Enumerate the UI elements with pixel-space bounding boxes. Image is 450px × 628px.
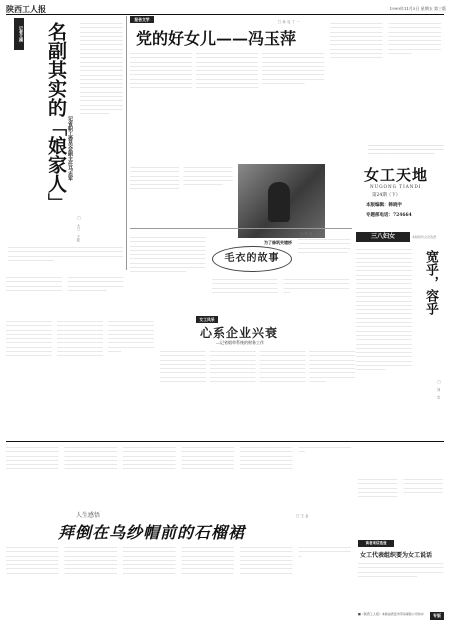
mid-story-body: ＿＿＿＿＿＿＿＿＿＿＿＿＿＿＿＿＿＿＿＿＿＿＿＿＿＿＿＿＿＿＿＿＿＿＿＿＿＿＿＿＿＿＿＿＿＿＿＿＿＿＿＿＿＿＿＿＿＿＿＿＿＿＿＿＿＿＿＿＿＿＿＿＿＿＿＿＿＿＿＿＿＿＿＿＿＿＿＿＿＿＿＿＿＿＿＿＿＿＿＿＿＿＿＿＿＿＿＿＿＿＿＿＿＿＿＿＿＿＿＿＿＿＿＿＿＿＿＿＿＿＿＿＿＿＿＿＿＿＿＿＿＿＿＿＿＿＿＿＿＿＿＿＿＿＿＿＿＿＿＿＿＿＿＿＿＿＿＿＿＿＿＿＿＿＿＿＿＿＿＿＿＿＿＿＿＿＿＿＿＿＿＿＿＿＿＿＿＿＿＿＿＿＿＿＿＿＿＿＿＿＿＿＿＿＿＿＿＿＿＿＿＿＿＿＿＿＿＿＿＿＿＿＿＿＿＿＿＿＿＿＿＿＿＿＿＿＿＿＿＿＿＿＿＿＿＿＿＿＿＿＿＿＿＿＿＿＿＿＿＿＿＿＿＿＿＿＿＿＿＿＿＿＿＿＿＿＿＿＿＿＿＿＿＿＿＿＿＿＿＿＿＿＿＿＿＿＿＿＿＿＿＿＿＿＿＿＿＿＿＿＿＿＿＿＿＿＿＿＿＿＿＿＿＿＿＿＿＿＿＿＿＿＿＿＿＿＿＿＿＿＿＿＿＿＿＿＿＿＿＿＿＿＿＿＿＿＿＿＿＿＿＿＿＿＿＿＿＿＿＿＿＿＿＿＿＿＿＿＿＿＿＿＿＿＿＿＿＿＿＿＿＿＿＿＿＿＿＿＿＿＿＿＿＿＿＿＿＿＿＿＿＿＿＿＿＿＿＿＿＿＿＿＿＿＿＿＿＿＿ (160, 348, 356, 383)
left-story (6, 16, 124, 270)
essay-body-top-right: ＿＿＿＿＿＿＿＿＿＿＿＿＿＿＿＿＿＿＿＿＿＿＿＿＿＿＿＿＿＿＿＿＿＿＿＿＿＿＿＿＿＿＿＿＿＿＿＿＿＿＿＿＿＿＿＿＿＿＿＿＿＿＿ (298, 236, 351, 253)
left-story-byline: □ 大兰 王松 (77, 216, 81, 242)
center-story-body: ＿＿＿＿＿＿＿＿＿＿＿＿＿＿＿＿＿＿＿＿＿＿＿＿＿＿＿＿＿＿＿＿＿＿＿＿＿＿＿＿＿＿＿＿＿＿＿＿＿＿＿＿＿＿＿＿＿＿＿＿＿＿＿＿＿＿＿＿＿＿＿＿＿＿＿＿＿＿＿＿＿＿＿＿＿＿＿＿＿＿＿＿＿＿＿＿＿＿＿＿＿＿＿＿＿＿＿＿＿＿＿＿＿＿＿＿＿＿＿＿＿＿＿＿＿＿＿＿＿＿＿＿＿＿＿＿＿＿＿＿＿＿＿＿＿＿＿＿＿＿＿＿＿＿＿＿＿＿＿＿＿＿＿＿＿＿＿＿＿＿＿＿＿＿＿＿＿＿＿＿＿＿＿＿＿＿＿＿＿＿＿＿＿＿＿＿＿＿＿＿＿＿＿＿＿＿＿＿＿＿＿＿＿＿＿＿＿＿＿＿＿＿＿＿＿＿＿＿＿＿＿＿＿＿＿＿＿＿＿＿＿＿＿＿＿＿＿＿＿＿＿＿＿＿＿＿＿＿＿＿＿＿＿＿＿＿＿＿＿＿＿＿＿＿＿＿＿＿＿＿＿＿＿＿＿＿＿＿＿＿＿＿＿＿＿＿＿＿＿＿＿＿＿＿＿＿＿＿＿＿＿＿＿＿＿＿＿＿＿＿＿＿＿＿＿＿＿＿＿＿＿＿＿＿＿＿＿＿＿＿＿＿＿＿＿＿＿＿＿＿＿＿＿＿＿＿＿＿＿＿＿＿＿＿＿＿＿＿＿＿＿＿＿＿＿＿＿＿＿＿＿＿＿＿＿＿＿＿＿＿＿＿＿＿＿＿＿＿＿＿＿＿＿＿＿＿＿＿＿＿＿＿＿＿＿＿＿＿＿＿＿＿＿＿＿＿＿＿＿＿＿＿＿＿＿＿＿＿＿＿＿＿＿＿＿＿＿＿＿＿＿＿＿＿＿＿＿＿＿＿＿＿＿＿＿＿＿＿＿＿＿＿＿＿＿＿＿＿＿＿＿＿＿＿＿＿＿＿ (130, 50, 325, 89)
bottom-story-headline: 拜倒在乌纱帽前的石榴裙 (58, 523, 246, 542)
bottom-section-rule (6, 441, 444, 442)
bottom-story-byline: □ 王 金 (296, 514, 309, 518)
section-title: 女工天地 (364, 166, 429, 184)
sanba-subtag: 本版特约文章选登 (412, 235, 437, 239)
right-top-body: ＿＿＿＿＿＿＿＿＿＿＿＿＿＿＿＿＿＿＿＿＿＿＿＿＿＿＿＿＿＿＿＿＿＿＿＿＿＿＿＿＿＿＿＿＿＿＿＿＿＿＿＿＿＿＿＿＿＿＿＿＿＿＿＿＿＿＿＿＿＿＿＿＿＿＿＿＿＿＿＿＿＿＿＿＿＿＿＿＿＿＿＿＿＿＿＿＿＿＿＿＿＿＿＿＿＿＿＿＿＿＿＿＿＿＿＿＿＿＿＿＿＿＿＿＿＿＿＿＿＿＿＿＿＿＿＿＿＿＿＿＿＿＿＿＿＿＿＿＿＿＿＿＿＿＿＿＿＿＿＿＿＿＿＿＿＿＿＿＿＿＿＿＿＿＿＿＿＿＿＿＿＿＿＿＿＿＿＿＿＿＿＿＿＿＿＿＿＿＿＿＿＿＿＿＿＿＿＿＿＿＿＿＿＿＿＿＿＿＿＿＿＿＿＿＿＿＿＿＿＿＿＿＿＿＿＿＿＿＿＿＿＿＿＿＿＿＿＿＿＿＿＿＿＿＿＿＿＿＿＿＿＿＿ (330, 20, 442, 59)
mid-story-subhead: —记省烟草系统的财务工作 (216, 340, 264, 345)
section-pinyin: NUGONG TIANDI (370, 184, 422, 189)
essay-byline: □ 若 茗 (300, 232, 313, 236)
mid-story-headline: 心系企业兴衰 (200, 326, 279, 340)
bottom-story-body: ＿＿＿＿＿＿＿＿＿＿＿＿＿＿＿＿＿＿＿＿＿＿＿＿＿＿＿＿＿＿＿＿＿＿＿＿＿＿＿＿＿＿＿＿＿＿＿＿＿＿＿＿＿＿＿＿＿＿＿＿＿＿＿＿＿＿＿＿＿＿＿＿＿＿＿＿＿＿＿＿＿＿＿＿＿＿＿＿＿＿＿＿＿＿＿＿＿＿＿＿＿＿＿＿＿＿＿＿＿＿＿＿＿＿＿＿＿＿＿＿＿＿＿＿＿＿＿＿＿＿＿＿＿＿＿＿＿＿＿＿＿＿＿＿＿＿＿＿＿＿＿＿＿＿＿＿＿＿＿＿＿＿＿＿＿＿＿＿＿＿＿＿＿＿＿＿＿＿＿＿＿＿＿＿＿＿＿＿＿＿＿＿＿＿＿＿＿＿＿＿＿＿＿＿＿＿＿＿＿＿＿＿＿＿＿＿＿＿＿＿＿＿＿＿＿＿＿＿＿＿＿＿＿＿＿＿＿＿＿＿＿＿＿＿＿＿＿＿＿＿＿＿＿＿＿＿＿＿＿＿＿＿＿＿＿＿＿＿＿＿＿＿＿＿＿＿＿＿＿＿＿＿＿＿＿＿＿＿＿＿＿＿＿＿＿＿＿＿＿＿＿＿＿＿＿＿＿＿＿＿＿＿＿＿＿＿＿＿＿＿＿＿＿＿＿＿＿＿＿＿＿＿＿＿＿＿＿＿＿＿＿＿＿＿＿＿＿＿＿＿＿＿＿＿＿＿＿＿＿＿＿＿＿＿＿＿＿＿＿＿＿＿＿＿＿＿＿＿＿＿＿＿＿＿＿＿＿＿＿＿＿＿＿＿＿＿＿＿＿＿＿＿＿＿＿＿＿＿＿＿＿＿＿＿＿＿＿＿＿＿＿＿＿＿＿＿＿＿＿＿＿＿＿＿＿＿＿＿＿＿＿＿＿＿＿＿＿＿＿＿＿＿＿＿＿＿＿＿＿＿＿＿＿＿＿＿＿＿＿＿＿＿＿＿＿＿＿＿＿＿＿＿＿＿＿＿＿＿＿＿＿＿＿＿＿＿＿＿＿＿＿＿＿＿＿＿＿＿＿＿＿＿＿＿＿＿＿＿＿＿＿＿＿＿＿＿＿＿＿＿＿＿＿＿＿＿＿＿＿＿＿＿＿＿＿＿＿＿＿＿＿＿＿＿＿＿＿＿＿＿＿＿＿＿＿＿＿＿＿＿＿＿＿＿＿＿＿＿＿＿＿＿＿＿＿＿＿＿＿＿＿＿＿ (6, 544, 352, 574)
bottom-right-headline: 女工代表组织要为女工说话 (360, 552, 433, 559)
essay-body-right: ＿＿＿＿＿＿＿＿＿＿＿＿＿＿＿＿＿＿＿＿＿＿＿＿＿＿＿＿＿＿＿＿＿＿＿＿＿＿＿＿＿＿＿＿＿＿＿＿＿＿＿＿＿＿＿＿＿＿＿＿＿＿＿＿＿＿＿＿＿＿＿＿＿＿＿＿＿＿＿＿＿＿＿＿＿＿＿＿＿＿＿＿＿＿＿＿＿＿＿＿＿＿＿＿＿＿＿＿＿＿＿＿＿＿＿＿＿＿＿＿＿＿＿＿＿＿＿＿＿＿＿＿＿＿＿＿＿＿＿＿＿＿ (212, 276, 350, 293)
essay-body-left: ＿＿＿＿＿＿＿＿＿＿＿＿＿＿＿＿＿＿＿＿＿＿＿＿＿＿＿＿＿＿＿＿＿＿＿＿＿＿＿＿＿＿＿＿＿＿＿＿＿＿＿＿＿＿＿＿＿＿＿＿＿＿＿＿＿＿＿＿＿＿＿＿＿＿＿＿＿＿＿＿＿＿＿＿＿＿＿＿＿＿＿＿＿＿＿＿＿＿＿＿＿＿＿＿＿＿＿＿＿＿＿＿＿＿＿＿＿＿＿＿＿＿＿＿＿＿＿＿＿＿＿＿＿＿＿＿＿＿＿＿＿＿＿＿＿＿＿＿＿＿＿＿＿＿＿＿＿＿＿＿＿＿＿＿＿＿＿＿＿＿＿＿＿＿＿＿＿＿＿＿＿＿＿＿＿＿＿＿＿＿＿＿＿＿＿＿＿＿＿＿＿ (130, 234, 206, 273)
photo-caption: 为了修筑夹塘桥 (264, 240, 292, 245)
footer-note: ■《陕西工人报》本版由西安市劳动保险公司协办 (358, 612, 424, 616)
left-story-headline: 名副其实的「娘家人」 (45, 22, 67, 212)
footer-tag: 专版 (430, 612, 444, 620)
masthead (6, 4, 446, 14)
mid-story-tag: 女工风采 (196, 316, 218, 323)
editor-line: 本版编辑：韩晓宇 (366, 203, 402, 208)
essay-title-badge: 毛衣的故事 (212, 246, 292, 272)
sanba-section (356, 232, 446, 472)
essay-top-rule (130, 228, 352, 229)
bottom-right-section (358, 540, 446, 604)
masthead-rule (6, 14, 444, 15)
center-story-tag: 报告文学 (130, 16, 154, 23)
bottom-story-tag: 人生感悟 (76, 512, 101, 519)
date-line: 1999年11月5日 星期五 第三版 (389, 6, 446, 11)
bottom-story-body-top: ＿＿＿＿＿＿＿＿＿＿＿＿＿＿＿＿＿＿＿＿＿＿＿＿＿＿＿＿＿＿＿＿＿＿＿＿＿＿＿＿＿＿＿＿＿＿＿＿＿＿＿＿＿＿＿＿＿＿＿＿＿＿＿＿＿＿＿＿＿＿＿＿＿＿＿＿＿＿＿＿＿＿＿＿＿＿＿＿＿＿＿＿＿＿＿＿＿＿＿＿＿＿＿＿＿＿＿＿＿＿＿＿＿＿＿＿＿＿＿＿＿＿＿＿＿＿＿＿＿＿＿＿＿＿＿＿＿＿＿＿＿＿＿＿＿＿＿＿＿＿＿＿＿＿＿＿＿＿＿＿＿＿＿＿＿＿＿＿＿＿＿＿＿＿＿＿＿＿＿＿＿＿＿＿＿＿＿＿＿＿＿＿＿＿＿＿＿＿＿＿＿＿＿＿＿＿＿＿＿＿＿＿＿＿＿＿＿＿＿＿＿＿＿＿＿＿＿＿＿＿＿＿＿＿＿＿＿＿＿＿＿＿＿＿＿＿＿＿＿＿＿＿＿＿＿＿＿＿＿＿＿＿＿＿＿＿＿＿＿＿＿＿＿＿＿＿＿＿＿＿＿＿＿＿＿＿＿＿＿＿＿＿＿＿＿＿＿＿＿＿＿＿＿＿＿＿＿＿＿＿＿＿＿＿＿＿＿＿＿＿＿＿＿＿＿＿＿＿＿＿＿＿＿＿＿＿＿＿＿＿＿＿＿＿＿＿＿＿＿＿＿＿＿＿＿＿＿＿＿＿＿＿＿＿＿＿＿＿＿＿＿＿＿＿＿＿＿＿＿＿＿＿＿＿＿＿＿＿＿＿＿＿＿＿＿＿＿＿＿＿＿＿＿＿＿＿＿＿＿＿＿＿＿＿＿＿＿＿＿＿＿＿＿＿＿＿＿＿＿＿＿＿＿＿＿＿＿＿＿＿＿＿＿＿＿＿＿＿＿＿＿＿＿＿＿＿＿＿＿＿＿＿＿＿＿＿＿＿＿＿＿＿＿＿＿＿＿＿＿＿＿＿＿＿＿＿＿＿＿＿＿＿＿＿＿＿＿＿ (6, 444, 352, 470)
center-story-photo (238, 164, 325, 238)
phone-line: 专题部电话：724664 (366, 213, 412, 218)
right-top-note: ＿＿＿＿＿＿＿＿＿＿＿＿＿＿＿＿＿＿＿＿＿＿＿＿＿＿＿＿＿＿＿＿＿＿＿＿＿＿＿＿＿＿＿＿＿＿＿＿＿＿＿＿＿＿＿＿＿＿＿＿＿＿＿＿＿＿ (368, 142, 444, 155)
bottom-right-body: ＿＿＿＿＿＿＿＿＿＿＿＿＿＿＿＿＿＿＿＿＿＿＿＿＿＿＿＿＿＿＿＿＿＿＿＿＿＿＿＿＿＿＿＿＿＿＿＿＿＿＿＿＿＿＿＿＿＿＿＿＿＿＿＿＿＿＿＿＿＿＿＿＿＿＿＿＿＿＿＿＿＿＿＿＿＿＿＿＿＿＿＿＿＿＿＿ (358, 560, 444, 577)
essay-section (130, 228, 352, 312)
sanba-headline: 宽乎，容乎 (423, 250, 438, 315)
center-story-body-lower: ＿＿＿＿＿＿＿＿＿＿＿＿＿＿＿＿＿＿＿＿＿＿＿＿＿＿＿＿＿＿＿＿＿＿＿＿＿＿＿＿＿＿＿＿＿＿＿＿＿＿＿＿＿＿＿＿＿＿＿＿＿＿＿＿＿＿＿＿＿＿＿＿＿＿＿＿＿＿＿＿＿＿＿＿＿＿＿＿＿＿＿＿＿＿＿＿＿＿＿＿＿＿＿＿＿＿＿＿＿＿＿＿＿＿＿＿＿＿＿＿＿＿＿＿＿＿＿＿＿＿＿＿＿＿＿＿＿＿＿＿＿＿＿＿＿＿＿＿＿＿＿＿＿＿＿＿＿＿＿＿＿＿ (130, 164, 233, 190)
center-story-headline: 党的好女儿——冯玉萍 (136, 29, 297, 48)
left-story-subhead: 记省职工委员会副主任马志军 (67, 116, 73, 181)
column-divider (126, 16, 127, 270)
center-story-byline: □ 孙 克 丁 一 (278, 20, 300, 24)
left-story-body: ＿＿＿＿＿＿＿＿＿＿＿＿＿＿＿＿＿＿＿＿＿＿＿＿＿＿＿＿＿＿＿＿＿＿＿＿＿＿＿＿＿＿＿＿＿＿＿＿＿＿＿＿＿＿＿＿＿＿＿＿＿＿＿＿＿＿＿＿＿＿＿＿＿＿＿＿＿＿＿＿＿＿＿＿＿＿＿＿＿＿＿＿＿＿＿＿＿＿＿＿＿＿＿＿＿＿＿＿＿＿＿＿＿＿＿＿＿＿＿＿＿＿＿＿＿＿＿＿＿＿＿＿＿＿＿＿＿＿＿＿＿＿＿＿＿＿＿＿＿＿＿＿＿＿＿＿＿＿＿＿＿＿＿＿＿＿＿＿＿＿＿＿＿＿＿＿＿＿＿＿＿＿＿＿＿＿＿＿＿＿＿＿＿＿＿＿＿＿＿＿＿＿＿＿＿＿＿＿＿＿＿＿＿＿＿＿＿＿＿＿＿＿＿＿＿＿＿＿＿＿＿＿＿＿＿＿＿＿＿＿＿＿＿＿＿＿＿＿＿＿＿＿＿＿＿＿＿＿＿＿＿＿＿＿＿＿＿＿＿＿＿＿＿＿＿＿＿＿＿＿＿＿ (80, 20, 123, 115)
left-story-tag: 记者文摘 (14, 18, 24, 50)
bottom-story (6, 444, 354, 624)
left-mid-body: ＿＿＿＿＿＿＿＿＿＿＿＿＿＿＿＿＿＿＿＿＿＿＿＿＿＿＿＿＿＿＿＿＿＿＿＿＿＿＿＿＿＿＿＿＿＿＿＿＿＿＿＿＿＿＿＿＿＿＿＿＿＿＿＿＿＿＿＿＿＿＿＿＿＿＿＿＿＿＿＿＿＿＿＿＿＿＿＿＿＿＿＿＿＿＿＿＿＿＿＿＿＿＿＿＿＿＿＿＿＿＿＿＿＿＿＿＿＿＿＿＿＿＿＿＿＿＿＿＿＿＿＿＿＿＿＿＿＿＿＿＿＿＿＿＿＿＿＿＿＿＿＿＿＿＿＿＿＿＿＿＿＿＿＿＿＿＿＿＿＿＿＿＿＿＿＿＿＿＿＿＿＿＿＿＿＿＿＿＿＿＿＿＿＿＿＿＿＿＿＿＿＿＿＿＿＿＿＿＿＿＿＿＿＿＿＿＿＿＿＿＿＿＿＿＿＿＿＿＿＿＿＿＿＿＿＿＿＿＿＿＿＿＿＿＿＿＿＿＿＿＿＿＿＿＿＿＿＿＿＿＿＿＿＿＿＿＿＿＿＿＿＿＿＿＿＿＿＿＿＿＿＿＿＿＿＿＿＿＿＿＿＿＿＿＿＿＿＿＿＿＿＿＿＿＿＿＿＿＿＿＿＿＿＿＿＿＿＿＿＿＿＿＿＿＿＿＿＿＿＿＿＿＿＿＿＿＿＿＿＿＿＿＿＿＿＿＿＿＿＿＿＿＿＿ (6, 318, 155, 357)
right-mid-body: ＿＿＿＿＿＿＿＿＿＿＿＿＿＿＿＿＿＿＿＿＿＿＿＿＿＿＿＿＿＿＿＿＿＿＿＿＿＿＿＿＿＿＿＿＿＿＿＿＿＿＿＿＿＿＿＿＿＿＿＿＿＿＿＿＿＿＿＿＿＿＿＿＿＿＿＿＿＿＿＿＿＿＿＿＿＿＿＿＿＿＿＿＿＿＿＿＿＿＿＿＿＿＿＿＿＿＿＿ (358, 476, 443, 498)
mid-left-body: ＿＿＿＿＿＿＿＿＿＿＿＿＿＿＿＿＿＿＿＿＿＿＿＿＿＿＿＿＿＿＿＿＿＿＿＿＿＿＿＿＿＿＿＿＿＿＿＿＿＿＿＿＿＿＿＿＿＿＿＿＿＿＿＿＿＿＿＿＿＿＿＿＿＿＿＿＿＿＿＿＿＿＿＿＿＿＿＿＿＿＿＿＿＿＿＿＿＿＿＿＿＿＿＿＿＿＿＿＿＿＿＿＿＿＿＿＿＿＿＿＿＿＿＿＿＿＿＿＿＿＿ (6, 274, 124, 291)
sanba-body: ＿＿＿＿＿＿＿＿＿＿＿＿＿＿＿＿＿＿＿＿＿＿＿＿＿＿＿＿＿＿＿＿＿＿＿＿＿＿＿＿＿＿＿＿＿＿＿＿＿＿＿＿＿＿＿＿＿＿＿＿＿＿＿＿＿＿＿＿＿＿＿＿＿＿＿＿＿＿＿＿＿＿＿＿＿＿＿＿＿＿＿＿＿＿＿＿＿＿＿＿＿＿＿＿＿＿＿＿＿＿＿＿＿＿＿＿＿＿＿＿＿＿＿＿＿＿＿＿＿＿＿＿＿＿＿＿＿＿＿＿＿＿＿＿＿＿＿＿＿＿＿＿＿＿＿＿＿＿＿＿＿＿＿＿＿＿＿＿＿＿＿＿＿＿＿＿＿＿＿＿＿＿＿＿＿＿＿＿＿＿＿＿＿＿＿＿＿＿＿＿＿＿＿＿＿＿＿＿＿＿＿＿＿＿＿＿＿＿＿＿＿＿＿＿＿＿＿＿＿＿＿＿＿＿＿＿＿＿＿＿＿＿＿＿＿＿＿＿＿＿＿＿＿＿＿＿＿＿＿＿＿＿＿＿＿＿＿＿＿＿＿＿＿＿＿＿＿＿＿＿＿＿＿＿＿＿＿＿＿＿＿＿＿＿＿＿＿＿＿＿＿＿＿＿＿＿＿＿＿＿＿＿＿＿＿＿＿＿＿＿＿＿＿＿＿＿＿＿＿＿＿＿＿＿＿＿＿＿＿＿＿＿＿＿＿＿＿＿＿＿＿＿＿＿＿＿＿＿＿＿＿＿＿＿＿＿＿＿＿＿＿＿＿＿＿＿＿＿＿＿＿＿＿＿＿＿＿＿＿＿＿＿＿＿＿＿＿＿＿＿＿＿＿＿＿＿＿＿＿＿＿＿＿＿＿＿＿＿＿＿＿＿＿＿＿＿＿＿＿＿＿＿＿＿＿＿＿＿＿＿＿＿＿＿＿＿＿＿＿＿＿＿＿＿＿＿＿＿＿＿＿＿＿＿＿＿＿＿＿＿＿＿＿＿＿＿＿＿＿＿＿＿＿＿＿ (356, 246, 412, 371)
section-masthead (360, 164, 446, 226)
paper-name: 陕西工人报 (6, 4, 46, 14)
photo-figure (268, 182, 290, 222)
left-story-body-bottom: ＿＿＿＿＿＿＿＿＿＿＿＿＿＿＿＿＿＿＿＿＿＿＿＿＿＿＿＿＿＿＿＿＿＿＿＿＿＿＿＿＿＿＿＿＿＿＿＿＿＿＿＿＿＿＿＿＿＿＿＿＿＿＿＿＿＿＿＿＿＿＿＿＿＿＿＿＿＿＿＿＿＿＿＿＿＿＿＿＿＿＿＿＿＿＿＿＿＿＿＿＿＿＿＿＿＿＿＿＿＿＿＿＿＿＿＿＿＿＿ (8, 244, 124, 261)
bottom-right-tag: 读者来信选登 (358, 540, 394, 547)
sanba-tag: 三八妇女 (356, 232, 410, 242)
mid-story (160, 316, 356, 438)
issue-number: 第24期（下） (372, 193, 401, 198)
sanba-byline: □ 刘 宝 (437, 380, 441, 399)
